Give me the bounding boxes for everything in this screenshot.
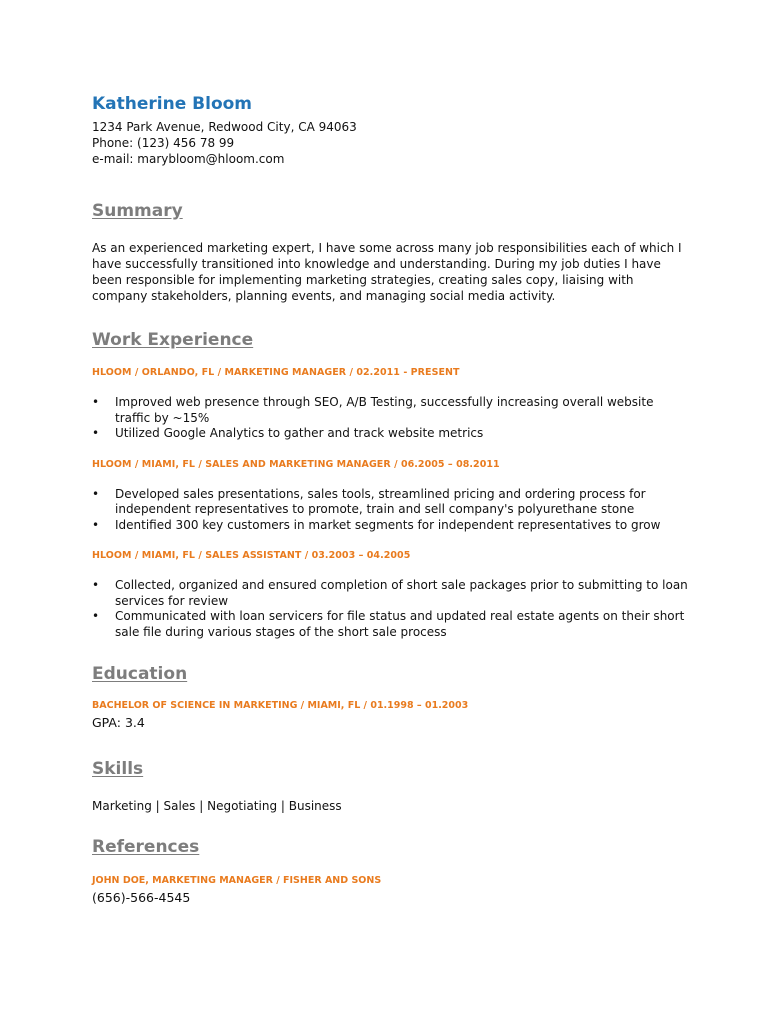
- summary-text: As an experienced marketing expert, I have some across many job responsibilities each of which I have successfully transitioned into knowledge and understanding. During my job duties I have been responsible for implementing marketing strategies, creating sales copy, liaising with company stakeholders, planning events, and managing social media activity.: [92, 241, 682, 303]
- skills-list: Marketing | Sales | Negotiating | Business: [92, 799, 342, 813]
- bullet-icon: •: [92, 517, 100, 532]
- bullet-text: Collected, organized and ensured completion of short sale packages prior to submitting to loan services for review: [115, 578, 688, 608]
- bullet-icon: •: [92, 609, 100, 623]
- job-heading: HLOOM / MIAMI, FL / SALES AND MARKETING MANAGER / 06.2005 – 08.2011: [92, 458, 500, 470]
- job-heading: HLOOM / ORLANDO, FL / MARKETING MANAGER / 02.2011 - PRESENT: [92, 367, 460, 378]
- work-experience-title: Work Experience: [92, 330, 254, 350]
- bullet-text: Utilized Google Analytics to gather and track website metrics: [115, 426, 484, 440]
- education-title: Education: [92, 664, 188, 684]
- gpa-line: GPA: 3.4: [92, 715, 145, 730]
- bullet-text: Communicated with loan servicers for file status and updated real estate agents on their short sale file during various stages of the short sale process: [115, 609, 685, 639]
- job-bullet: [92, 609, 690, 640]
- phone-line: Phone: (123) 456 78 99: [92, 136, 235, 150]
- bullet-icon: •: [92, 578, 100, 592]
- candidate-name: Katherine Bloom: [92, 94, 253, 114]
- job-bullet: [92, 395, 690, 426]
- references-title: References: [92, 837, 200, 857]
- job-bullet-list: [92, 578, 690, 640]
- job-bullet: [92, 578, 690, 609]
- reference-phone: (656)-566-4545: [92, 890, 191, 905]
- reference-name: JOHN DOE, MARKETING MANAGER / FISHER AND SONS: [92, 875, 382, 886]
- job-bullet: [92, 426, 690, 442]
- bullet-icon: •: [92, 426, 100, 440]
- skills-title: Skills: [92, 759, 144, 779]
- job-bullet-list: [92, 395, 690, 442]
- bullet-icon: •: [92, 395, 100, 409]
- job-bullet: [92, 487, 690, 518]
- bullet-icon: •: [92, 486, 100, 501]
- bullet-text: Identified 300 key customers in market segments for independent representatives to grow: [115, 517, 661, 532]
- job-bullet: [92, 518, 690, 534]
- job-bullet-list: [92, 487, 690, 534]
- email-line: e-mail: marybloom@hloom.com: [92, 152, 285, 166]
- degree-line: BACHELOR OF SCIENCE IN MARKETING / MIAMI, FL / 01.1998 – 01.2003: [92, 700, 469, 711]
- bullet-text: Developed sales presentations, sales tools, streamlined pricing and ordering process for independent representatives to promote, train and sell company's polyurethane stone: [115, 486, 646, 516]
- job-heading: HLOOM / MIAMI, FL / SALES ASSISTANT / 03.2003 – 04.2005: [92, 550, 411, 561]
- summary-title: Summary: [92, 201, 183, 221]
- address-line: 1234 Park Avenue, Redwood City, CA 94063: [92, 120, 357, 134]
- bullet-text: Improved web presence through SEO, A/B Testing, successfully increasing overall website traffic by ~15%: [115, 395, 654, 425]
